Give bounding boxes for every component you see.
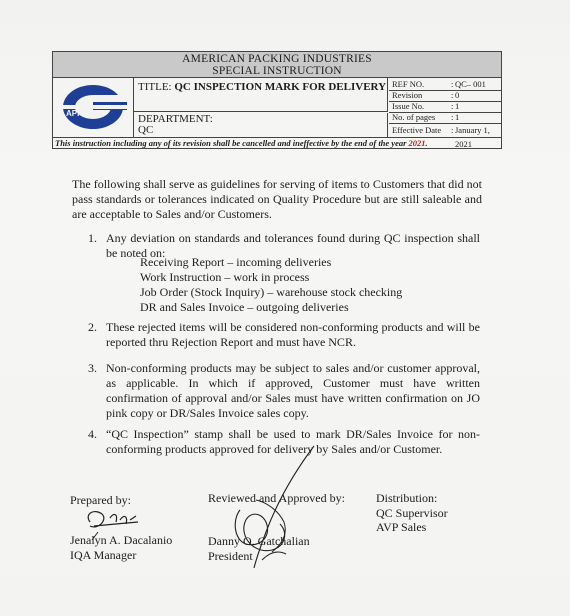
notice-text: This instruction including any of its revision shall be cancelled and ineffective by the end of the year [55,138,409,148]
document-title: QC INSPECTION MARK FOR DELIVERY [174,81,387,93]
item-text: These rejected items will be considered non-conforming products and will be reported thru Rejection Report and must have NCR. [106,320,480,349]
document-meta-table [389,78,501,149]
item-number: 2. [88,320,97,334]
meta-value: QC– 001 [455,79,486,89]
title-cell [134,78,388,112]
company-logo [53,78,134,137]
meta-key: Issue No. [392,101,425,111]
meta-value: January 1, 2021 [455,125,490,149]
logo-text: API [66,109,80,118]
notice-end: . [425,138,428,148]
meta-value: 0 [455,90,460,100]
document-header [52,51,502,149]
intro-paragraph: The following shall serve as guidelines for serving of items to Customers that did not pass standards or tolerances indicated on Quality Procedure but are still saleable and are acceptable to Sales and/or Customers. [72,177,482,221]
sublist-item: Job Order (Stock Inquiry) – warehouse stock checking [140,285,403,299]
title-label: TITLE: [138,81,172,93]
department-label: DEPARTMENT: [138,113,213,125]
item-text: Non-conforming products may be subject to sales and/or customer approval, as applicable. In which if approved, Customer must have written confirmation of approval and/or Sales must have written confirmation on JO pink copy or DR/Sales Invoice sales copy. [106,361,480,420]
department-value: QC [138,124,154,136]
meta-key: No. of pages [392,112,436,122]
approver-signature [226,440,326,570]
distribution-label: Distribution: [376,491,438,505]
prepared-by-label: Prepared by: [70,493,131,507]
meta-row-effective-date: Effective Date : January 1, 2021 [389,123,501,137]
department-cell [134,113,388,137]
distribution-item: AVP Sales [376,520,427,534]
item-number: 4. [88,427,97,441]
meta-value: 1 [455,112,460,122]
item-number: 3. [88,361,97,375]
meta-key: Revision [392,90,423,100]
company-name: AMERICAN PACKING INDUSTRIES [182,53,372,65]
meta-value: 1 [455,101,460,111]
document-sublist [140,255,402,315]
meta-key: Effective Date [392,125,442,135]
document-type: SPECIAL INSTRUCTION [212,65,342,77]
sublist-item: Receiving Report – incoming deliveries [140,255,332,269]
prepared-by-title: IQA Manager [70,548,137,562]
meta-row-pages: No. of pages : 1 [389,112,501,124]
validity-notice [53,137,501,148]
meta-row-issue: Issue No. : 1 [389,101,501,113]
prepared-by-name: Jenalyn A. Dacalanio [70,533,173,547]
preparer-signature [80,500,150,540]
notice-year: 2021 [408,138,426,148]
approved-by-name: Danny O. Gatchalian [208,534,310,548]
sublist-item: Work Instruction – work in process [140,270,310,284]
company-banner [53,52,501,78]
item-text: “QC Inspection” stamp shall be used to mark DR/Sales Invoice for non-conforming products approved for delivery by Sales and/or Customer. [106,427,480,456]
approved-by-label: Reviewed and Approved by: [208,491,345,505]
distribution-item: QC Supervisor [376,506,448,520]
meta-row-ref: REF NO. : QC– 001 [389,78,501,91]
approved-by-title: President [208,549,253,563]
api-logo-icon [53,78,133,137]
item-number: 1. [88,231,97,245]
meta-key: REF NO. [392,79,425,89]
meta-row-revision: Revision : 0 [389,90,501,102]
item-text: Any deviation on standards and tolerances found during QC inspection shall be noted on: [106,231,480,260]
sublist-item: DR and Sales Invoice – outgoing deliveries [140,300,349,314]
